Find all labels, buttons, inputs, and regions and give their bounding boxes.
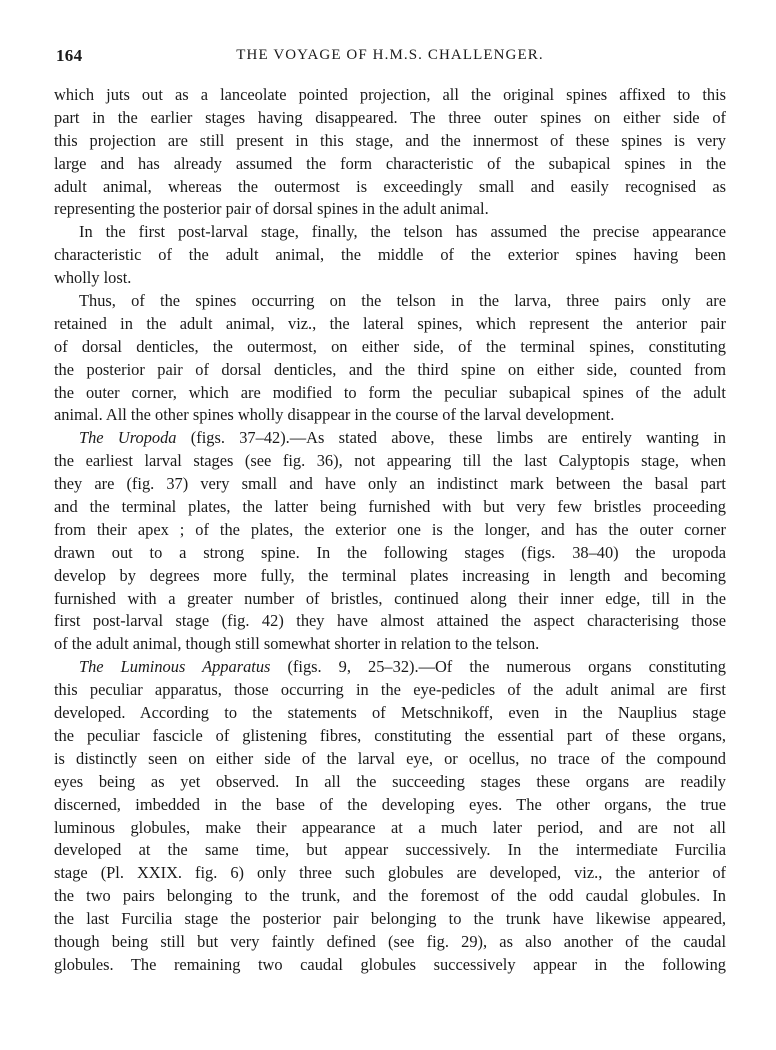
body-text <box>54 84 726 977</box>
text-line: developed at the same time, but appear successively. In the intermediate Furcilia <box>54 840 726 860</box>
text-line: and the terminal plates, the latter being furnished with but very few bristles proceeding <box>54 497 726 517</box>
paragraph-post-larval <box>54 221 726 290</box>
paragraph-luminous-apparatus <box>54 656 726 976</box>
page-header <box>56 46 724 70</box>
running-title: THE VOYAGE OF H.M.S. CHALLENGER. <box>236 47 544 63</box>
text-line: which juts out as a lanceolate pointed projection, all the original spines affixed to this <box>54 85 726 104</box>
text-line: discerned, imbedded in the base of the developing eyes. The other organs, the true <box>54 794 726 814</box>
text-line: of dorsal denticles, the outermost, on either side, of the terminal spines, constituting <box>54 336 726 356</box>
page-number: 164 <box>56 46 83 65</box>
paragraph-telson-continuation <box>54 84 726 221</box>
text-line: they are (fig. 37) very small and have only an indistinct mark between the basal part <box>54 474 726 494</box>
text-line: drawn out to a strong spine. In the following stages (figs. 38–40) the uropoda <box>54 542 726 562</box>
paragraph-uropoda <box>54 427 726 656</box>
text-line: animal. All the other spines wholly disappear in the course of the larval development. <box>54 405 615 425</box>
text-line <box>54 656 726 679</box>
section-heading-luminous-apparatus: The Luminous Apparatus <box>79 657 271 677</box>
text-line: large and has already assumed the form characteristic of the subapical spines in the <box>54 153 726 173</box>
text-line: luminous globules, make their appearance at a much later period, and are not all <box>54 817 726 837</box>
text-line: the earliest larval stages (see fig. 36), not appearing till the last Calyptopis stage, when <box>54 451 726 471</box>
text-line: the peculiar fascicle of glistening fibres, constituting the essential part of these organs, <box>54 725 726 745</box>
text-span: (figs. 9, 25–32).—Of the numerous organs constituting <box>270 657 727 677</box>
text-line: Thus, of the spines occurring on the telson in the larva, three pairs only are <box>79 291 726 311</box>
paragraph-spines-summary <box>54 290 726 427</box>
text-line: developed. According to the statements of Metschnikoff, even in the Nauplius stage <box>54 703 726 723</box>
text-line: characteristic of the adult animal, the middle of the exterior spines having been <box>54 245 726 265</box>
text-line: furnished with a greater number of bristles, continued along their inner edge, till in the <box>54 588 726 608</box>
text-line: is distinctly seen on either side of the larval eye, or ocellus, no trace of the compound <box>54 748 726 768</box>
text-line: the posterior pair of dorsal denticles, and the third spine on either side, counted from <box>54 359 726 379</box>
text-span: (figs. 37–42).—As stated above, these limbs are entirely wanting in <box>176 428 726 448</box>
section-heading-uropoda: The Uropoda <box>79 428 177 448</box>
text-line: the last Furcilia stage the posterior pair belonging to the trunk have likewise appeared, <box>54 909 726 929</box>
text-line: In the first post-larval stage, finally, the telson has assumed the precise appearance <box>79 222 726 242</box>
text-line: though being still but very faintly defined (see fig. 29), as also another of the caudal <box>54 931 726 951</box>
text-line: first post-larval stage (fig. 42) they have almost attained the aspect characterising those <box>54 611 726 631</box>
text-line: wholly lost. <box>54 268 132 288</box>
text-line: retained in the adult animal, viz., the lateral spines, which represent the anterior pair <box>54 313 726 333</box>
text-line: the two pairs belonging to the trunk, and the foremost of the odd caudal globules. In <box>54 886 726 906</box>
text-line <box>54 427 726 450</box>
text-line: globules. The remaining two caudal globules successively appear in the following <box>54 954 726 974</box>
text-line: eyes being as yet observed. In all the succeeding stages these organs are readily <box>54 771 726 791</box>
text-line: the outer corner, which are modified to form the peculiar subapical spines of the adult <box>54 382 726 402</box>
text-line: from their apex ; of the plates, the exterior one is the longer, and has the outer corner <box>54 519 726 539</box>
text-line: stage (Pl. XXIX. fig. 6) only three such globules are developed, viz., the anterior of <box>54 863 726 883</box>
text-line: representing the posterior pair of dorsal spines in the adult animal. <box>54 199 489 219</box>
text-line: part in the earlier stages having disappeared. The three outer spines on either side of <box>54 107 726 127</box>
text-line: of the adult animal, though still somewhat shorter in relation to the telson. <box>54 634 540 654</box>
text-line: develop by degrees more fully, the terminal plates increasing in length and becoming <box>54 565 726 585</box>
text-line: this projection are still present in this stage, and the innermost of these spines is very <box>54 130 726 150</box>
text-line: adult animal, whereas the outermost is exceedingly small and easily recognised as <box>54 176 726 196</box>
text-line: this peculiar apparatus, those occurring in the eye-pedicles of the adult animal are first <box>54 680 726 700</box>
